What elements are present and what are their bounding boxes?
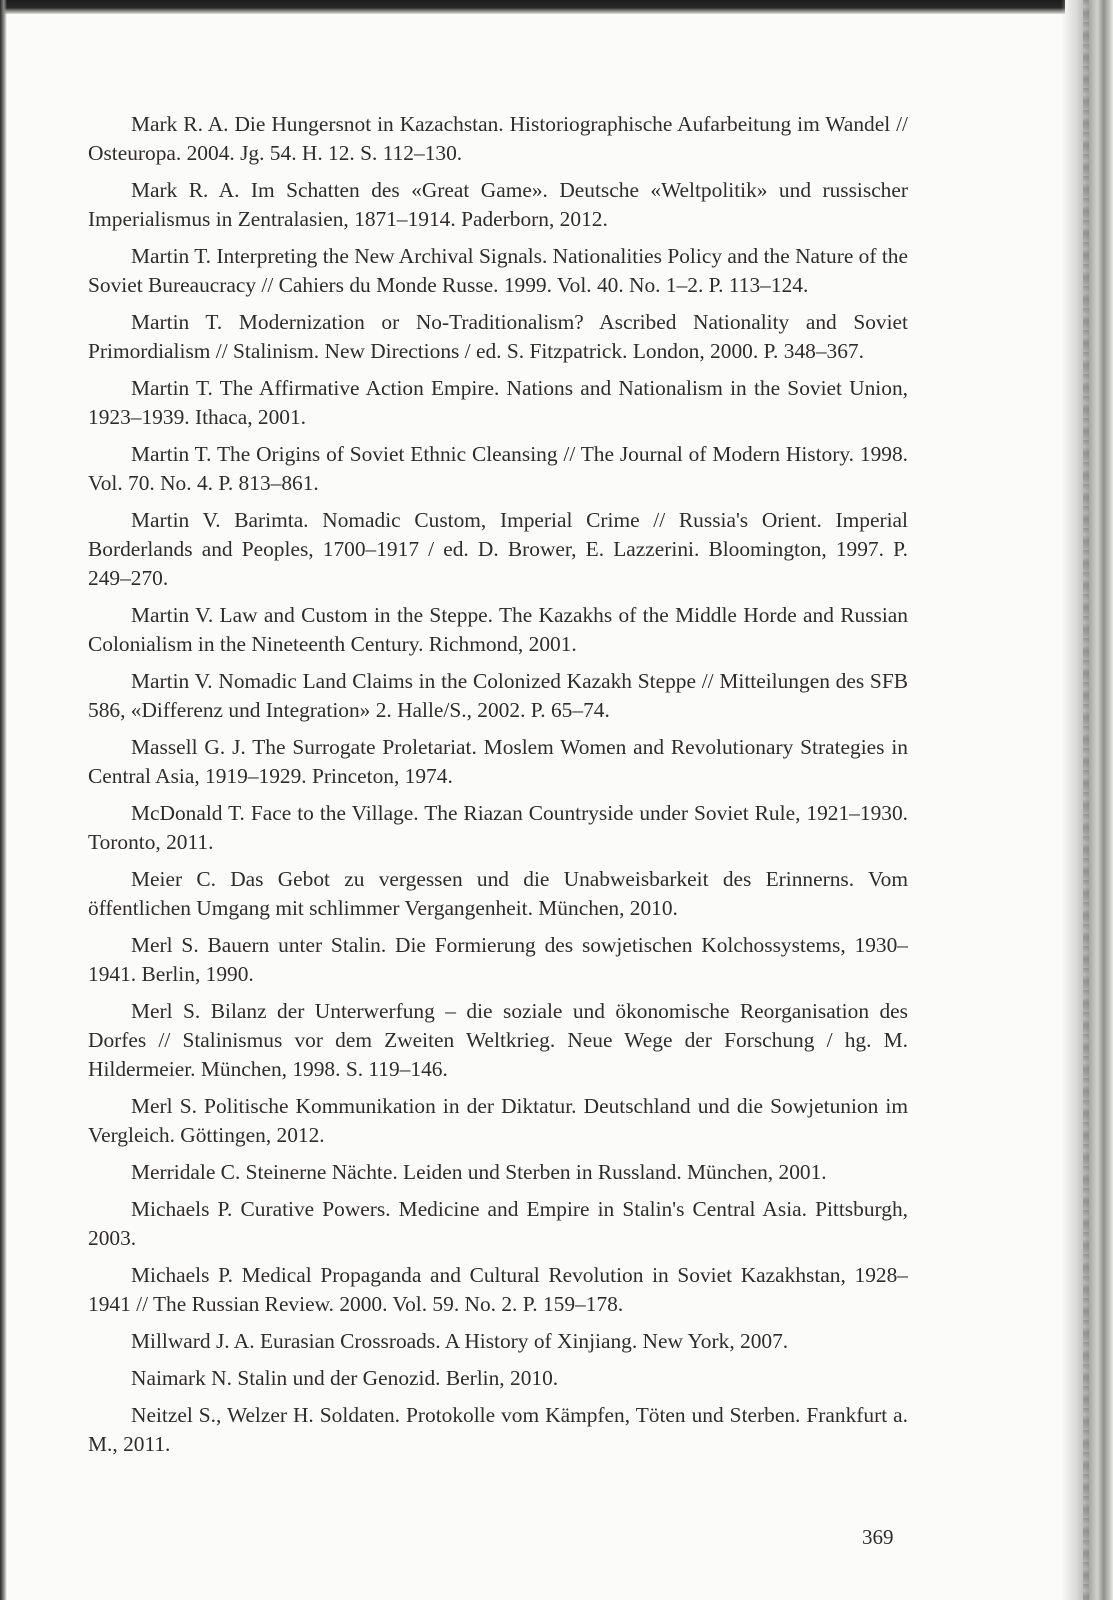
page-number: 369 [862, 1525, 894, 1549]
bibliography-entry: Martin T. Modernization or No-Traditionalism? Ascribed Nationality and Soviet Primordialism // Stalinism. New Directions / ed. S. Fitzpatrick. London, 2000. P. 348–367. [88, 310, 908, 363]
book-page-edges [1061, 0, 1113, 1600]
bibliography-entry: Meier C. Das Gebot zu vergessen und die Unabweisbarkeit des Erinnerns. Vom öffentlichen Umgang mit schlimmer Vergangenheit. München, 2010. [88, 867, 908, 920]
bibliography-entry: Michaels P. Medical Propaganda and Cultural Revolution in Soviet Kazakhstan, 1928–1941 // The Russian Review. 2000. Vol. 59. No. 2. P. 159–178. [88, 1263, 908, 1316]
bibliography-entry: Martin T. Interpreting the New Archival Signals. Nationalities Policy and the Nature of the Soviet Bureaucracy // Cahiers du Monde Russe. 1999. Vol. 40. No. 1–2. P. 113–124. [88, 244, 908, 297]
page-left-shadow [0, 0, 7, 1600]
bibliography-entry: Martin V. Barimta. Nomadic Custom, Imperial Crime // Russia's Orient. Imperial Borderlands and Peoples, 1700–1917 / ed. D. Brower, E. Lazzerini. Bloomington, 1997. P. 249–270. [88, 508, 908, 590]
bibliography-entry: Merridale C. Steinerne Nächte. Leiden und Sterben in Russland. München, 2001. [131, 1160, 827, 1184]
bibliography-entry: Martin V. Nomadic Land Claims in the Colonized Kazakh Steppe // Mitteilungen des SFB 586, «Differenz und Integration» 2. Halle/S., 2002. P. 65–74. [88, 669, 908, 722]
bibliography-entry: Millward J. A. Eurasian Crossroads. A History of Xinjiang. New York, 2007. [131, 1329, 789, 1353]
page-top-shadow [0, 0, 1065, 14]
bibliography-entry: Merl S. Bauern unter Stalin. Die Formierung des sowjetischen Kolchossystems, 1930–1941. Berlin, 1990. [88, 933, 908, 986]
bibliography-entry: Merl S. Bilanz der Unterwerfung – die soziale und ökonomische Reorganisation des Dorfes // Stalinismus vor dem Zweiten Weltkrieg. Neue Wege der Forschung / hg. M. Hildermeier. München, 1998. S. 119–146. [88, 999, 908, 1081]
bibliography-entry: Martin V. Law and Custom in the Steppe. The Kazakhs of the Middle Horde and Russian Colonialism in the Nineteenth Century. Richmond, 2001. [88, 603, 908, 656]
bibliography-entry: Martin T. The Origins of Soviet Ethnic Cleansing // The Journal of Modern History. 1998. Vol. 70. No. 4. P. 813–861. [88, 442, 908, 495]
bibliography-entry: Michaels P. Curative Powers. Medicine and Empire in Stalin's Central Asia. Pittsburgh, 2003. [88, 1197, 908, 1250]
bibliography-entry: Massell G. J. The Surrogate Proletariat. Moslem Women and Revolutionary Strategies in Central Asia, 1919–1929. Princeton, 1974. [88, 735, 908, 788]
bibliography-list [88, 110, 908, 1467]
bibliography-entry: Neitzel S., Welzer H. Soldaten. Protokolle vom Kämpfen, Töten und Sterben. Frankfurt a. M., 2011. [88, 1403, 908, 1456]
bibliography-entry: Merl S. Politische Kommunikation in der Diktatur. Deutschland und die Sowjetunion im Vergleich. Göttingen, 2012. [88, 1094, 908, 1147]
bibliography-entry: McDonald T. Face to the Village. The Riazan Countryside under Soviet Rule, 1921–1930. Toronto, 2011. [88, 801, 908, 854]
bibliography-entry: Martin T. The Affirmative Action Empire. Nations and Nationalism in the Soviet Union, 1923–1939. Ithaca, 2001. [88, 376, 908, 429]
bibliography-entry: Mark R. A. Die Hungersnot in Kazachstan. Historiographische Aufarbeitung im Wandel // Osteuropa. 2004. Jg. 54. H. 12. S. 112–130. [88, 112, 908, 165]
bibliography-entry: Mark R. A. Im Schatten des «Great Game». Deutsche «Weltpolitik» und russischer Imperialismus in Zentralasien, 1871–1914. Paderborn, 2012. [88, 178, 908, 231]
bibliography-entry: Naimark N. Stalin und der Genozid. Berlin, 2010. [131, 1366, 559, 1390]
